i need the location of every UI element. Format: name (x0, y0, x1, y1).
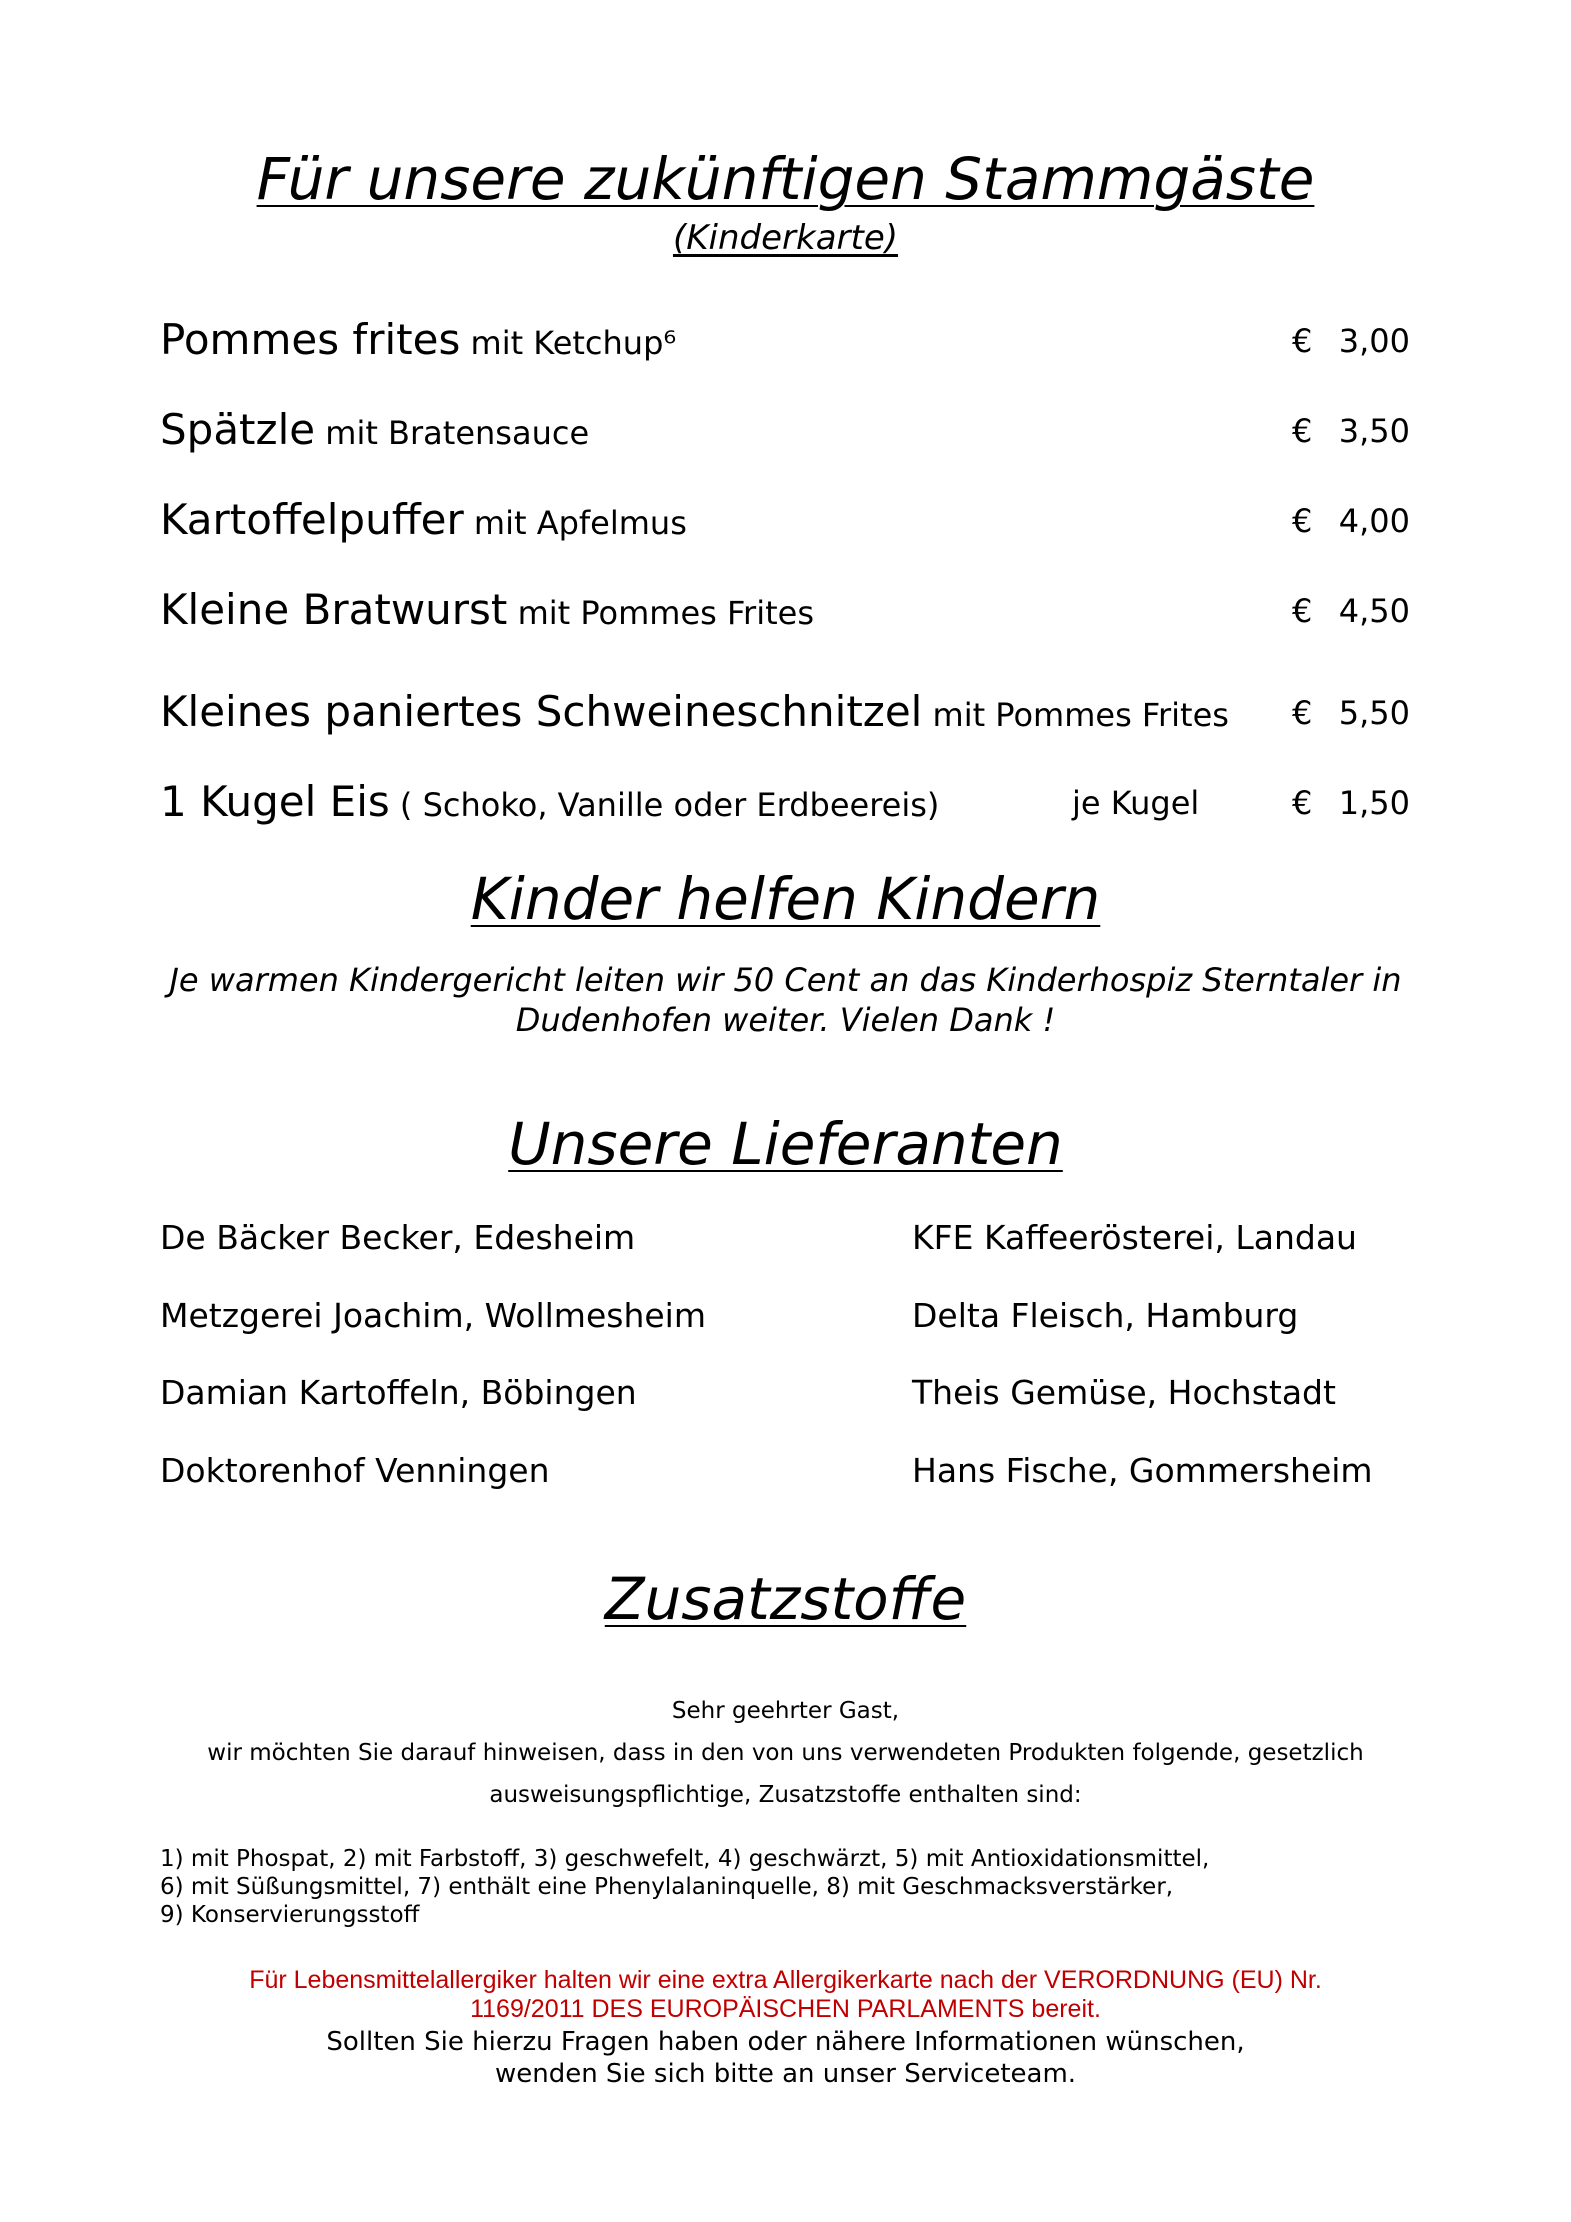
contact-notice-line1: Sollten Sie hierzu Fragen haben oder nähere Informationen wünschen, (326, 2027, 1245, 2057)
menu-item-price: 4,50 (1338, 592, 1410, 630)
supplier-item: De Bäcker Becker, Edesheim (160, 1218, 636, 1257)
allergy-notice-line1-regulation: der VERORDNUNG (EU) Nr. (994, 1966, 1322, 1994)
charity-title: Kinder helfen Kindern (470, 865, 1101, 933)
currency-symbol: € (1292, 694, 1313, 732)
supplier-item: KFE Kaffeerösterei, Landau (912, 1218, 1357, 1257)
additives-list-line3: 9) Konservierungsstoff (160, 1902, 420, 1928)
allergy-notice-line1-strong: Für Lebensmittelallergiker halten wir eine extra Allergikerkarte nach (249, 1966, 994, 1994)
charity-text-line2: Dudenhofen weiter. Vielen Dank ! (515, 1001, 1056, 1039)
supplier-item: Hans Fische, Gommersheim (912, 1451, 1373, 1490)
page-subtitle: (Kinderkarte) (672, 218, 899, 258)
additives-list-line2: 6) mit Süßungsmittel, 7) enthält eine Phenylalaninquelle, 8) mit Geschmacksverstärker, (160, 1874, 1174, 1900)
menu-item-name: Spätzle (160, 405, 316, 454)
currency-symbol: € (1292, 592, 1313, 630)
menu-item-dish (160, 585, 814, 634)
menu-item (160, 484, 1410, 544)
menu-item-detail: mit Bratensauce (315, 414, 590, 452)
menu-item-price: 1,50 (1338, 784, 1410, 822)
menu-item-name: Kleine Bratwurst (160, 585, 508, 634)
menu-item-detail: mit Apfelmus (463, 504, 687, 542)
menu-item (160, 766, 1410, 826)
menu-item-price: 3,00 (1338, 322, 1410, 360)
menu-item (160, 676, 1410, 736)
menu-item-price: 3,50 (1338, 412, 1410, 450)
additives-list-line1: 1) mit Phospat, 2) mit Farbstoff, 3) geschwefelt, 4) geschwärzt, 5) mit Antioxidationsmittel, (160, 1846, 1210, 1872)
menu-item-dish (160, 687, 1229, 736)
currency-symbol: € (1292, 784, 1313, 822)
supplier-item: Delta Fleisch, Hamburg (912, 1296, 1299, 1335)
menu-item-name: Pommes frites (160, 315, 461, 364)
allergy-notice-line1 (0, 1965, 1571, 1995)
page-title: Für unsere zukünftigen Stammgäste (256, 145, 1315, 213)
currency-symbol: € (1292, 322, 1313, 360)
supplier-item: Damian Kartoffeln, Böbingen (160, 1373, 637, 1412)
additives-intro-line1: wir möchten Sie darauf hinweisen, dass in den von uns verwendeten Produkten folgende, gesetzlich (207, 1740, 1364, 1766)
additives-greeting: Sehr geehrter Gast, (671, 1698, 900, 1724)
supplier-item: Doktorenhof Venningen (160, 1451, 550, 1490)
supplier-item: Theis Gemüse, Hochstadt (912, 1373, 1336, 1412)
menu-item-dish (160, 315, 676, 364)
currency-symbol: € (1292, 502, 1313, 540)
menu-item-price: 4,00 (1338, 502, 1410, 540)
menu-item-price: 5,50 (1338, 694, 1410, 732)
menu-item-name: Kartoffelpuffer (160, 495, 464, 544)
menu-item-dish (160, 405, 589, 454)
contact-notice-line2: wenden Sie sich bitte an unser Serviceteam. (494, 2059, 1077, 2089)
charity-text-line1: Je warmen Kindergericht leiten wir 50 Cent an das Kinderhospiz Sterntaler in (169, 961, 1402, 999)
menu-item-detail: mit Ketchup⁶ (460, 324, 677, 362)
menu-item-dish (160, 777, 939, 826)
menu-item-detail: ( Schoko, Vanille oder Erdbeereis) (389, 786, 940, 824)
menu-item-name: 1 Kugel Eis (160, 777, 390, 826)
additives-title: Zusatzstoffe (604, 1565, 967, 1633)
menu-item-detail: mit Pommes Frites (507, 594, 814, 632)
suppliers-title: Unsere Lieferanten (508, 1110, 1063, 1178)
menu-item (160, 394, 1410, 454)
allergy-notice-line2: 1169/2011 DES EUROPÄISCHEN PARLAMENTS bereit. (470, 1995, 1101, 2023)
menu-item-dish (160, 495, 687, 544)
menu-item (160, 304, 1410, 364)
menu-item (160, 574, 1410, 634)
supplier-item: Metzgerei Joachim, Wollmesheim (160, 1296, 706, 1335)
menu-item-unit: je Kugel (1072, 784, 1200, 822)
currency-symbol: € (1292, 412, 1313, 450)
menu-item-name: Kleines paniertes Schweineschnitzel (160, 687, 923, 736)
menu-item-detail: mit Pommes Frites (922, 696, 1229, 734)
additives-intro-line2: ausweisungspflichtige, Zusatzstoffe enthalten sind: (489, 1782, 1082, 1808)
